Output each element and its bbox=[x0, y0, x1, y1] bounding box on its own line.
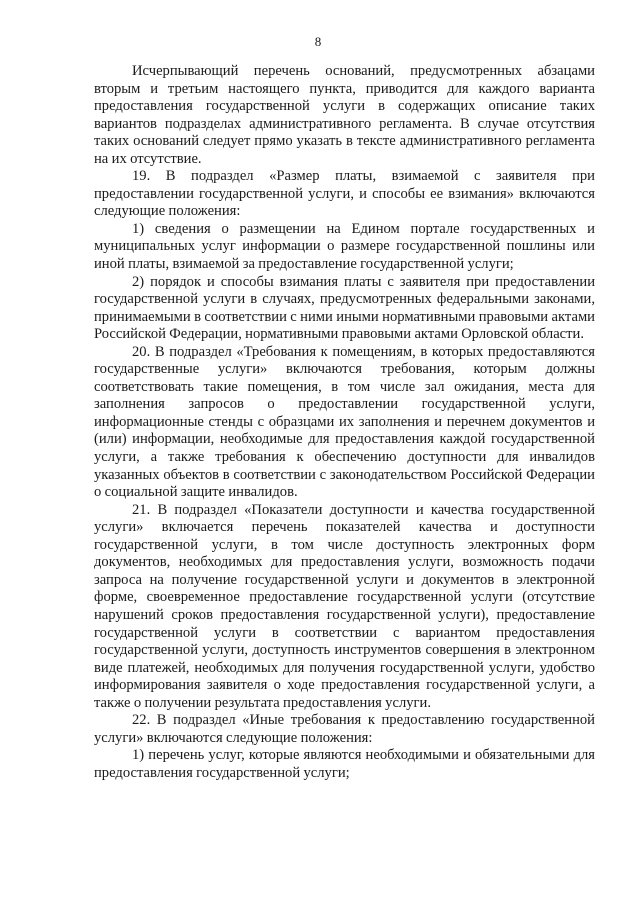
paragraph-22-item-1: 1) перечень услуг, которые являются необходимыми и обязательными для предоставления государственной услуги; bbox=[94, 747, 595, 781]
paragraph-19-fee-subsection: 19. В подраздел «Размер платы, взимаемой с заявителя при предоставлении государственной услуги, и способы ее взимания» включаются следующие положения: bbox=[94, 168, 595, 220]
paragraph-grounds-list: Исчерпывающий перечень оснований, предусмотренных абзацами вторым и третьим настоящего пункта, приводится для каждого варианта предоставления государственной услуги в содержащих описание таких вариантов подразделах административного регламента. В случае отсутствия таких оснований следует прямо указать в тексте административного регламента на их отсутствие. bbox=[94, 63, 595, 167]
paragraph-20-premises-requirements: 20. В подраздел «Требования к помещениям, в которых предоставляются государственные услуги» включаются требования, которым должны соответствовать такие помещения, в том числе зал ожидания, места для заполнения запросов о предоставлении государственной услуги, информационные стенды с образцами их заполнения и перечнем документов и (или) информации, необходимые для предоставления каждой государственной услуги, а также требования к обеспечению доступности для инвалидов указанных объектов в соответствии с законодательством Российской Федерации о социальной защите инвалидов. bbox=[94, 343, 595, 501]
paragraph-19-item-2: 2) порядок и способы взимания платы с заявителя при предоставлении государственной услуги в случаях, предусмотренных федеральными законами, принимаемыми в соответствии с ними иными нормативными правовыми актами Российской Федерации, нормативными правовыми актами Орловской области. bbox=[94, 273, 595, 343]
paragraph-21-accessibility-quality: 21. В подраздел «Показатели доступности и качества государственной услуги» включается перечень показателей качества и доступности государственной услуги, в том числе доступность электронных форм документов, необходимых для предоставления услуги, возможность подачи запроса на получение государственной услуги и документов в электронной форме, своевременное предоставление государственной услуги (отсутствие нарушений сроков предоставления государственной услуги), предоставление государственной услуги в соответствии с вариантом предоставления государственной услуги, доступность инструментов совершения в электронном виде платежей, необходимых для получения государственной услуги, удобство информирования заявителя о ходе предоставления государственной услуги, а также о получении результата предоставления услуги. bbox=[94, 501, 595, 711]
page-number: 8 bbox=[314, 34, 322, 49]
paragraph-22-other-requirements: 22. В подраздел «Иные требования к предоставлению государственной услуги» включаются следующие положения: bbox=[94, 712, 595, 746]
paragraph-19-item-1: 1) сведения о размещении на Едином портале государственных и муниципальных услуг информации о размере государственной пошлины или иной платы, взимаемой за предоставление государственной услуги; bbox=[94, 220, 595, 273]
document-body bbox=[94, 63, 595, 782]
